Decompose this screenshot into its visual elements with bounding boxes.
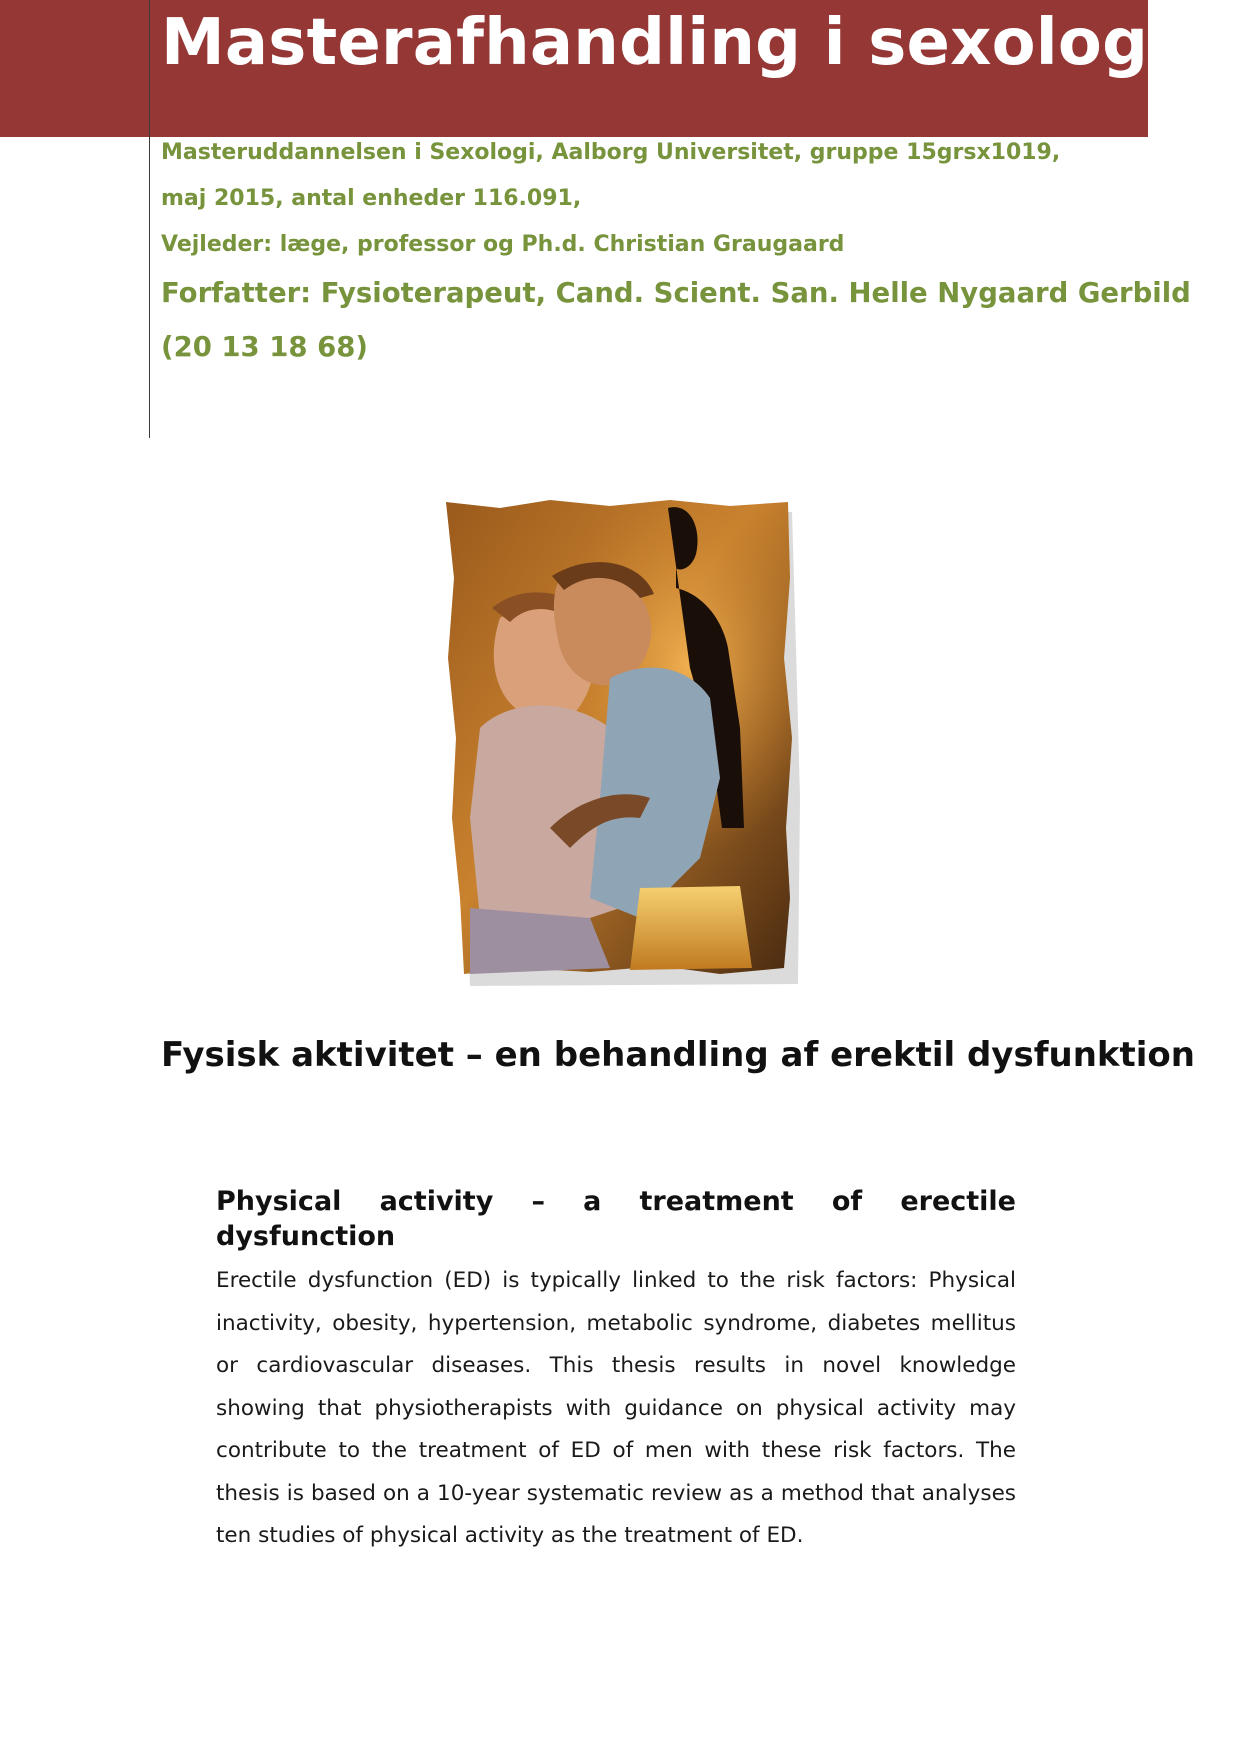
abstract-heading: Physical activity – a treatment of erectile dysfunction xyxy=(216,1186,1016,1253)
meta-line-program: Masteruddannelsen i Sexologi, Aalborg Universitet, gruppe 15grsx1019, xyxy=(161,140,1061,165)
abstract-section xyxy=(216,1184,1016,1558)
vertical-rule xyxy=(149,0,150,438)
meta-line-phone: (20 13 18 68) xyxy=(161,331,368,363)
meta-line-author: Forfatter: Fysioterapeut, Cand. Scient. San. Helle Nygaard Gerbild xyxy=(161,277,1191,309)
meta-line-date: maj 2015, antal enheder 116.091, xyxy=(161,186,582,211)
page-title: Masterafhandling i sexologi xyxy=(161,6,1171,80)
thesis-title-danish: Fysisk aktivitet – en behandling af erektil dysfunktion xyxy=(161,1035,1195,1075)
meta-line-supervisor: Vejleder: læge, professor og Ph.d. Christian Graugaard xyxy=(161,232,845,257)
abstract-body: Erectile dysfunction (ED) is typically linked to the risk factors: Physical inactivity, obesity, hypertension, metabolic syndrome, diabetes mellitus or cardiovascular diseases. This thesis results in novel knowledge showing that physiotherapists with guidance on physical activity may contribute to the treatment of ED of men with these risk factors. The thesis is based on a 10-year systematic review as a method that analyses ten studies of physical activity as the treatment of ED. xyxy=(216,1268,1016,1549)
cover-painting xyxy=(440,498,814,988)
